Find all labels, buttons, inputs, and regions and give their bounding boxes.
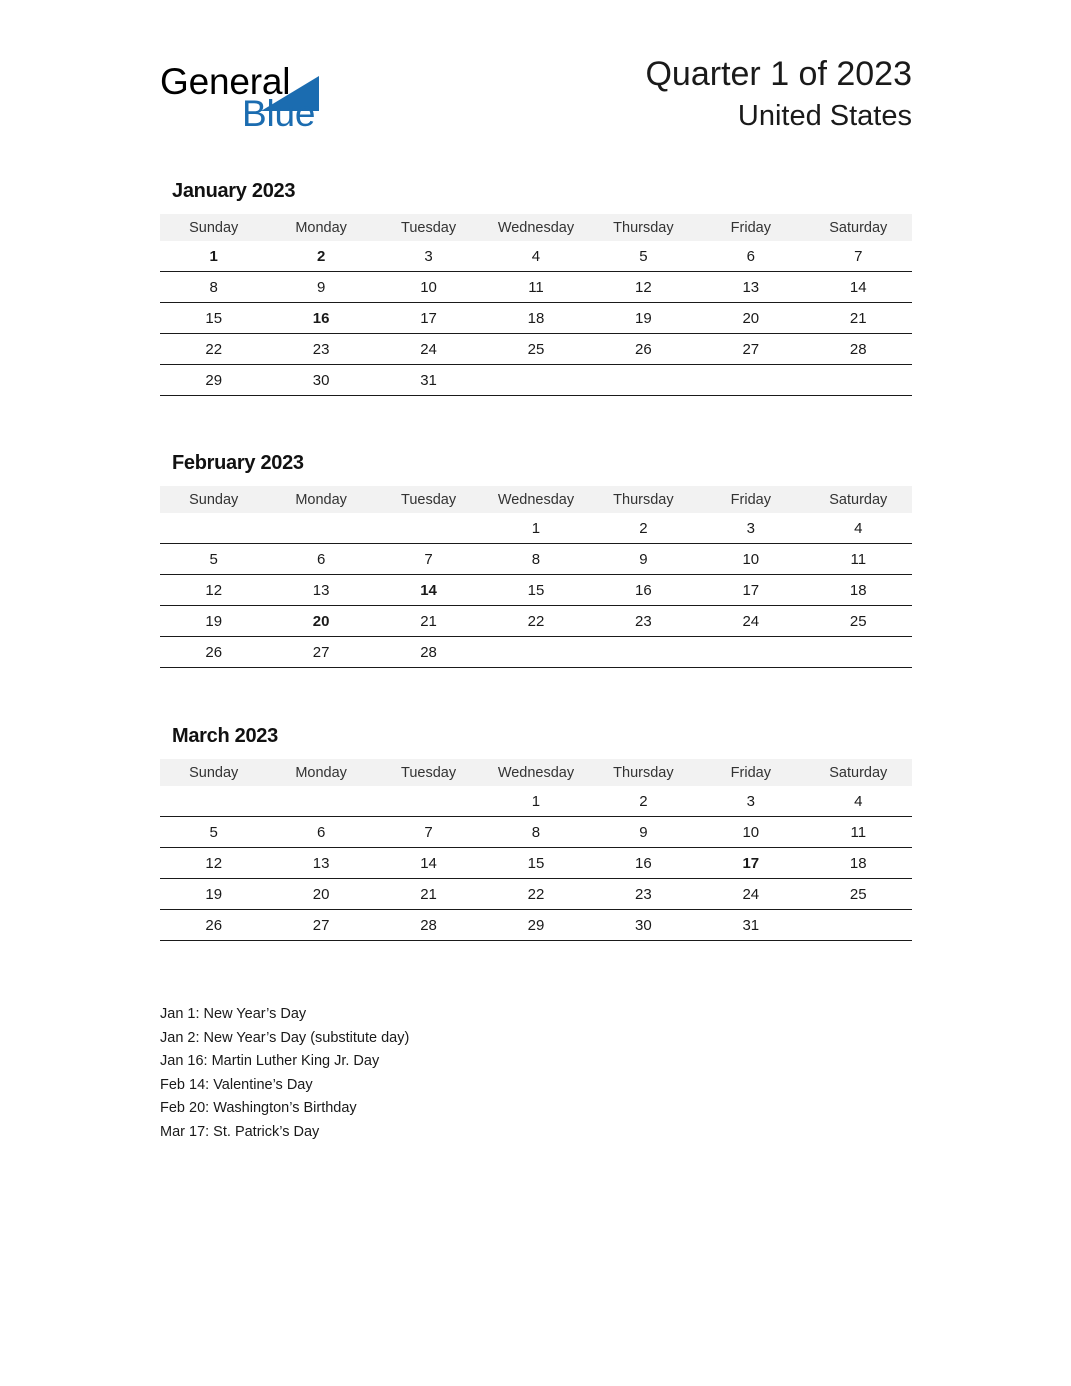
- calendar-day-7[interactable]: 7: [805, 241, 912, 272]
- calendar-day-28[interactable]: 28: [375, 637, 482, 668]
- calendar-day-empty: [375, 786, 482, 817]
- table-header-row: [160, 486, 912, 513]
- calendar-day-5[interactable]: 5: [160, 817, 267, 848]
- calendar-day-empty: [267, 513, 374, 544]
- calendar-week-row: [160, 786, 912, 817]
- weekday-header-saturday: Saturday: [805, 759, 912, 786]
- calendar-day-4[interactable]: 4: [805, 786, 912, 817]
- calendar-week-row: [160, 241, 912, 272]
- calendar-day-8[interactable]: 8: [482, 817, 589, 848]
- calendar-day-empty: [697, 365, 804, 396]
- calendar-day-15[interactable]: 15: [482, 575, 589, 606]
- calendar-day-19[interactable]: 19: [160, 606, 267, 637]
- calendar-day-27[interactable]: 27: [267, 910, 374, 941]
- calendar-day-empty: [482, 637, 589, 668]
- calendar-day-25[interactable]: 25: [805, 606, 912, 637]
- weekday-header-monday: Monday: [267, 214, 374, 241]
- calendar-day-empty: [697, 637, 804, 668]
- weekday-header-sunday: Sunday: [160, 759, 267, 786]
- calendar-day-1[interactable]: 1: [160, 241, 267, 272]
- holiday-list-item: Feb 14: Valentine’s Day: [160, 1076, 313, 1093]
- calendar-body: [160, 241, 912, 396]
- calendar-day-15[interactable]: 15: [482, 848, 589, 879]
- weekday-header-wednesday: Wednesday: [482, 214, 589, 241]
- calendar-table-february: [160, 486, 912, 668]
- calendar-day-30[interactable]: 30: [590, 910, 697, 941]
- calendar-day-15[interactable]: 15: [160, 303, 267, 334]
- weekday-header-wednesday: Wednesday: [482, 759, 589, 786]
- calendar-day-31[interactable]: 31: [375, 365, 482, 396]
- calendar-week-row: [160, 817, 912, 848]
- month-block-march: [160, 725, 912, 941]
- month-title: March 2023: [172, 725, 278, 747]
- calendar-day-2[interactable]: 2: [590, 513, 697, 544]
- calendar-day-25[interactable]: 25: [805, 879, 912, 910]
- calendar-day-21[interactable]: 21: [375, 879, 482, 910]
- calendar-day-4[interactable]: 4: [482, 241, 589, 272]
- weekday-header-monday: Monday: [267, 759, 374, 786]
- calendar-day-7[interactable]: 7: [375, 544, 482, 575]
- calendar-week-row: [160, 303, 912, 334]
- calendar-day-empty: [267, 786, 374, 817]
- page-subtitle: United States: [737, 100, 912, 132]
- calendar-day-26[interactable]: 26: [160, 910, 267, 941]
- calendar-day-empty: [805, 637, 912, 668]
- calendar-day-empty: [590, 637, 697, 668]
- weekday-header-tuesday: Tuesday: [375, 214, 482, 241]
- calendar-day-22[interactable]: 22: [482, 879, 589, 910]
- calendar-day-24[interactable]: 24: [375, 334, 482, 365]
- calendar-day-23[interactable]: 23: [590, 606, 697, 637]
- month-block-january: [160, 180, 912, 396]
- weekday-header-wednesday: Wednesday: [482, 486, 589, 513]
- calendar-day-19[interactable]: 19: [590, 303, 697, 334]
- calendar-week-row: [160, 848, 912, 879]
- calendar-day-20[interactable]: 20: [267, 879, 374, 910]
- title-block: [645, 52, 912, 136]
- calendar-week-row: [160, 879, 912, 910]
- calendar-day-6[interactable]: 6: [697, 241, 804, 272]
- calendar-week-row: [160, 910, 912, 941]
- calendar-day-17[interactable]: 17: [697, 848, 804, 879]
- calendar-day-6[interactable]: 6: [267, 817, 374, 848]
- calendar-day-10[interactable]: 10: [697, 544, 804, 575]
- calendar-day-20[interactable]: 20: [697, 303, 804, 334]
- calendar-day-6[interactable]: 6: [267, 544, 374, 575]
- table-header-row: [160, 759, 912, 786]
- calendar-day-27[interactable]: 27: [267, 637, 374, 668]
- calendar-week-row: [160, 637, 912, 668]
- calendar-day-11[interactable]: 11: [805, 817, 912, 848]
- calendar-day-12[interactable]: 12: [160, 848, 267, 879]
- calendar-day-26[interactable]: 26: [160, 637, 267, 668]
- calendar-table-march: [160, 759, 912, 941]
- calendar-day-empty: [805, 365, 912, 396]
- calendar-day-24[interactable]: 24: [697, 879, 804, 910]
- weekday-header-row: [160, 486, 912, 513]
- calendar-day-11[interactable]: 11: [482, 272, 589, 303]
- calendar-day-11[interactable]: 11: [805, 544, 912, 575]
- calendar-day-28[interactable]: 28: [805, 334, 912, 365]
- calendar-day-10[interactable]: 10: [697, 817, 804, 848]
- calendar-day-13[interactable]: 13: [267, 575, 374, 606]
- calendar-day-4[interactable]: 4: [805, 513, 912, 544]
- calendar-day-20[interactable]: 20: [267, 606, 374, 637]
- calendar-day-empty: [160, 786, 267, 817]
- calendar-week-row: [160, 334, 912, 365]
- calendar-day-21[interactable]: 21: [805, 303, 912, 334]
- calendar-day-19[interactable]: 19: [160, 879, 267, 910]
- holiday-list-item: Feb 20: Washington’s Birthday: [160, 1100, 357, 1117]
- holiday-list-item: Mar 17: St. Patrick’s Day: [160, 1123, 320, 1140]
- calendar-day-24[interactable]: 24: [697, 606, 804, 637]
- calendar-day-1[interactable]: 1: [482, 513, 589, 544]
- calendar-day-12[interactable]: 12: [160, 575, 267, 606]
- calendar-day-empty: [160, 513, 267, 544]
- calendar-week-row: [160, 606, 912, 637]
- table-header-row: [160, 214, 912, 241]
- page-header: [160, 52, 912, 162]
- weekday-header-saturday: Saturday: [805, 214, 912, 241]
- page-title: Quarter 1 of 2023: [645, 55, 912, 93]
- calendar-day-empty: [805, 910, 912, 941]
- calendar-week-row: [160, 544, 912, 575]
- calendar-day-31[interactable]: 31: [697, 910, 804, 941]
- calendar-day-18[interactable]: 18: [805, 848, 912, 879]
- weekday-header-thursday: Thursday: [590, 759, 697, 786]
- calendar-day-16[interactable]: 16: [590, 848, 697, 879]
- calendar-day-7[interactable]: 7: [375, 817, 482, 848]
- calendar-day-23[interactable]: 23: [267, 334, 374, 365]
- calendar-day-14[interactable]: 14: [375, 575, 482, 606]
- calendar-day-16[interactable]: 16: [590, 575, 697, 606]
- month-title: February 2023: [172, 452, 304, 474]
- calendar-day-10[interactable]: 10: [375, 272, 482, 303]
- month-block-february: [160, 452, 912, 668]
- month-title: January 2023: [172, 180, 296, 202]
- calendar-body: [160, 513, 912, 668]
- calendar-day-13[interactable]: 13: [697, 272, 804, 303]
- calendar-day-14[interactable]: 14: [805, 272, 912, 303]
- calendar-day-1[interactable]: 1: [482, 786, 589, 817]
- weekday-header-tuesday: Tuesday: [375, 759, 482, 786]
- weekday-header-sunday: Sunday: [160, 214, 267, 241]
- weekday-header-friday: Friday: [697, 759, 804, 786]
- calendar-day-3[interactable]: 3: [697, 786, 804, 817]
- calendar-week-row: [160, 272, 912, 303]
- calendar-day-empty: [482, 365, 589, 396]
- weekday-header-tuesday: Tuesday: [375, 486, 482, 513]
- calendar-day-9[interactable]: 9: [590, 817, 697, 848]
- calendar-day-26[interactable]: 26: [590, 334, 697, 365]
- calendar-day-30[interactable]: 30: [267, 365, 374, 396]
- calendar-day-12[interactable]: 12: [590, 272, 697, 303]
- logo-word-blue: Blue: [242, 93, 316, 134]
- weekday-header-row: [160, 214, 912, 241]
- calendar-week-row: [160, 513, 912, 544]
- calendar-day-18[interactable]: 18: [482, 303, 589, 334]
- calendar-day-empty: [590, 365, 697, 396]
- calendar-day-23[interactable]: 23: [590, 879, 697, 910]
- calendar-day-empty: [375, 513, 482, 544]
- calendar-body: [160, 786, 912, 941]
- calendar-table-january: [160, 214, 912, 396]
- calendar-day-29[interactable]: 29: [160, 365, 267, 396]
- calendar-day-17[interactable]: 17: [375, 303, 482, 334]
- calendar-day-3[interactable]: 3: [697, 513, 804, 544]
- weekday-header-sunday: Sunday: [160, 486, 267, 513]
- calendar-day-16[interactable]: 16: [267, 303, 374, 334]
- calendar-day-8[interactable]: 8: [160, 272, 267, 303]
- calendar-day-9[interactable]: 9: [590, 544, 697, 575]
- weekday-header-saturday: Saturday: [805, 486, 912, 513]
- calendar-day-2[interactable]: 2: [590, 786, 697, 817]
- general-blue-logo: [160, 60, 490, 150]
- calendar-day-28[interactable]: 28: [375, 910, 482, 941]
- holiday-list-item: Jan 16: Martin Luther King Jr. Day: [160, 1053, 380, 1070]
- calendar-day-8[interactable]: 8: [482, 544, 589, 575]
- calendar-day-5[interactable]: 5: [160, 544, 267, 575]
- calendar-day-13[interactable]: 13: [267, 848, 374, 879]
- calendar-day-22[interactable]: 22: [160, 334, 267, 365]
- calendar-day-2[interactable]: 2: [267, 241, 374, 272]
- calendar-day-5[interactable]: 5: [590, 241, 697, 272]
- calendar-day-21[interactable]: 21: [375, 606, 482, 637]
- weekday-header-friday: Friday: [697, 486, 804, 513]
- calendar-day-9[interactable]: 9: [267, 272, 374, 303]
- calendar-day-22[interactable]: 22: [482, 606, 589, 637]
- logo-word-general: General: [160, 61, 291, 102]
- calendar-day-18[interactable]: 18: [805, 575, 912, 606]
- calendar-day-27[interactable]: 27: [697, 334, 804, 365]
- calendar-day-3[interactable]: 3: [375, 241, 482, 272]
- weekday-header-friday: Friday: [697, 214, 804, 241]
- calendar-day-29[interactable]: 29: [482, 910, 589, 941]
- holiday-list-item: Jan 2: New Year’s Day (substitute day): [160, 1029, 410, 1046]
- holiday-list: [160, 1003, 860, 1145]
- weekday-header-monday: Monday: [267, 486, 374, 513]
- weekday-header-thursday: Thursday: [590, 486, 697, 513]
- calendar-day-25[interactable]: 25: [482, 334, 589, 365]
- calendar-day-17[interactable]: 17: [697, 575, 804, 606]
- holiday-list-item: Jan 1: New Year’s Day: [160, 1006, 307, 1022]
- calendar-week-row: [160, 575, 912, 606]
- calendar-day-14[interactable]: 14: [375, 848, 482, 879]
- weekday-header-row: [160, 759, 912, 786]
- weekday-header-thursday: Thursday: [590, 214, 697, 241]
- calendar-week-row: [160, 365, 912, 396]
